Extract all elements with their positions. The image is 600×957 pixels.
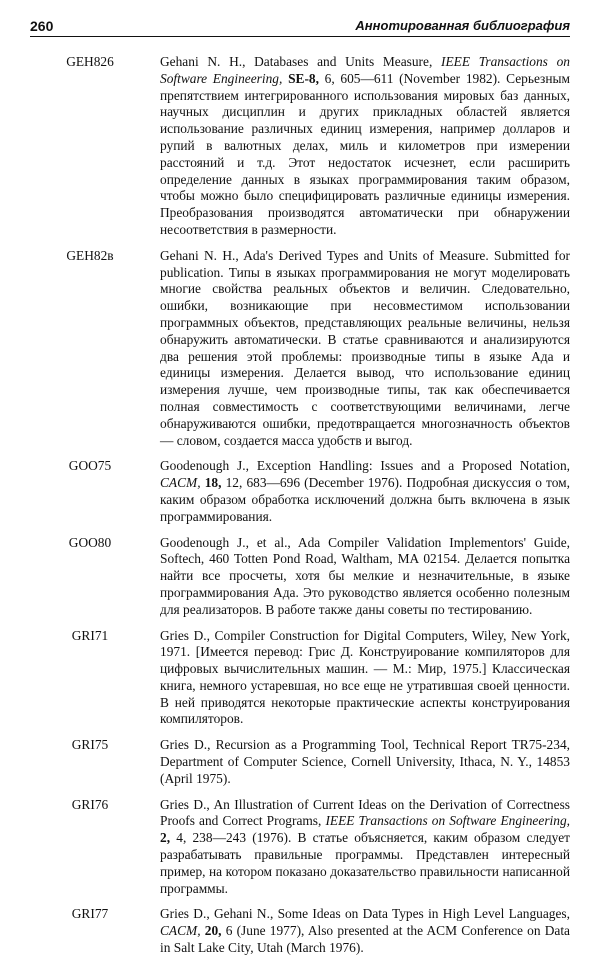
entry-annotation: В статье объясняется, каким образом следует разрабатывать правильные программы. Представлен интересный пример, на котором показано доказательство правильности написанной программы. <box>160 830 570 896</box>
entry-citation-tail: 6, 605—611 (November 1982). <box>318 70 501 86</box>
entry-annotation: Подробная дискуссия о том, каким образом обработка исключений должна быть включена в язык программирования. <box>160 475 570 524</box>
bibliography-entry <box>30 248 570 450</box>
running-title: Аннотированная библиография <box>355 18 570 33</box>
entry-annotation: Делается попытка найти все просчеты, хотя бы мелкие и незначительные, в языке программирования Ада. Это руководство является особенно полезным для реализаторов. В работе также даны советы по тестированию. <box>160 551 571 617</box>
entry-key: GEH82в <box>66 247 114 263</box>
entry-body <box>160 628 570 729</box>
entry-annotation: Типы в языках программирования не могут моделировать многие свойства реальных объектов и величин. Следовательно, ошибки, возникающие при несовместимом использовании программных объектов, представляющих реальные величины, нельзя обнаружить автоматически. В статье сравниваются и анализируются два решения этой проблемы: производные типы в языке Ада и единицы измерения. Делается вывод, что использование единиц измерения лучше, чем производные типы, так как обеспечивается полная совместимость с соответствующими величинами, легче обнаруживаются ошибки, предотвращается многозначность объектов — словом, создается масса удобств и выгод. <box>160 264 570 448</box>
entry-key: GEH826 <box>66 54 114 69</box>
bibliography-entry <box>30 54 570 239</box>
entry-body <box>160 248 570 450</box>
entry-volume: 2, <box>160 830 171 846</box>
entry-citation: Gries D., Gehani N., Some Ideas on Data Types in High Level Languages, <box>160 906 570 922</box>
bibliography-entry <box>30 628 570 729</box>
entry-journal: IEEE Transactions on Software Engineering, <box>325 813 570 829</box>
page-number: 260 <box>30 18 54 34</box>
entry-body <box>160 458 570 525</box>
entry-citation-tail: 6 (June 1977), Also presented at the ACM Conference on Data in Salt Lake City, Utah (March 1976). <box>160 923 570 956</box>
entry-citation: Goodenough J., Exception Handling: Issues and a Proposed Notation, <box>160 458 570 474</box>
entry-body <box>160 737 570 787</box>
bibliography-entry <box>30 797 570 898</box>
entry-key: GOO80 <box>68 534 112 550</box>
entry-volume: 18, <box>204 475 222 491</box>
entry-annotation: Серьезным препятствием интегрированного использования мировых баз данных, научных дисциплин и других прикладных областей является использование различных единиц измерения, например долларов и рупий в валютных делах, миль и километров при измерении расстояний и т.д. Этот недостаток исчезнет, если расширить определение данных в языках программирования таким образом, чтобы можно было специфицировать различные единицы измерения. Преобразования производятся автоматически при обнаружении несоответствия в размерности. <box>160 70 570 237</box>
entry-citation: Gehani N. H., Databases and Units Measure, <box>160 54 441 69</box>
entry-citation: Gries D., An Illustration of Current Ideas on the Derivation of Correctness Proofs and Correct Programs, <box>160 796 570 829</box>
entry-citation: Gries D., Recursion as a Programming Tool, Technical Report TR75-234, Department of Computer Science, Cornell University, Ithaca, N. Y., 14853 (April 1975). <box>160 737 570 786</box>
bibliography-entry <box>30 737 570 787</box>
entry-citation: Gehani N. H., Ada's Derived Types and Units of Measure. Submitted for publication. <box>160 247 570 280</box>
entry-key: GRI76 <box>71 796 109 812</box>
entry-body <box>160 54 570 239</box>
entry-journal: CACM, <box>160 475 201 491</box>
entry-journal: IEEE Transactions on Software Engineering, <box>160 54 570 86</box>
bibliography-entry <box>30 535 570 619</box>
entry-citation-tail: 4, 238—243 (1976). <box>170 830 292 846</box>
entry-key: GRI77 <box>71 906 109 922</box>
entry-body <box>160 797 570 898</box>
entry-body <box>160 906 570 956</box>
entry-volume: 20, <box>204 923 222 939</box>
bibliography-entry <box>30 906 570 956</box>
entry-citation: Goodenough J., et al., Ada Compiler Validation Implementors' Guide, Softech, 460 Totten Pond Road, Waltham, MA 02154. <box>160 534 570 567</box>
entry-volume: SE-8, <box>288 70 319 86</box>
entry-key: GRI71 <box>71 627 109 643</box>
entry-annotation: Классическая книга, немного устаревшая, но все еще не утратившая своей ценности. В ней приводятся некоторые практические аспекты конструирования компиляторов. <box>160 661 570 727</box>
entry-citation-tail: 12, 683—696 (December 1976). <box>221 475 403 491</box>
entry-citation: Gries D., Compiler Construction for Digital Computers, Wiley, New York, 1971. [Имеется перевод: Грис Д. Конструирование компиляторов для цифровых вычислительных машин. — М.: Мир, 1975.] <box>160 627 570 677</box>
bibliography-entry <box>30 458 570 525</box>
entry-journal: CACM, <box>160 923 201 939</box>
entry-body <box>160 535 570 619</box>
bibliography-list <box>30 54 570 957</box>
page-header <box>30 16 570 37</box>
entry-key: GOO75 <box>68 458 112 474</box>
entry-key: GRI75 <box>71 737 109 753</box>
